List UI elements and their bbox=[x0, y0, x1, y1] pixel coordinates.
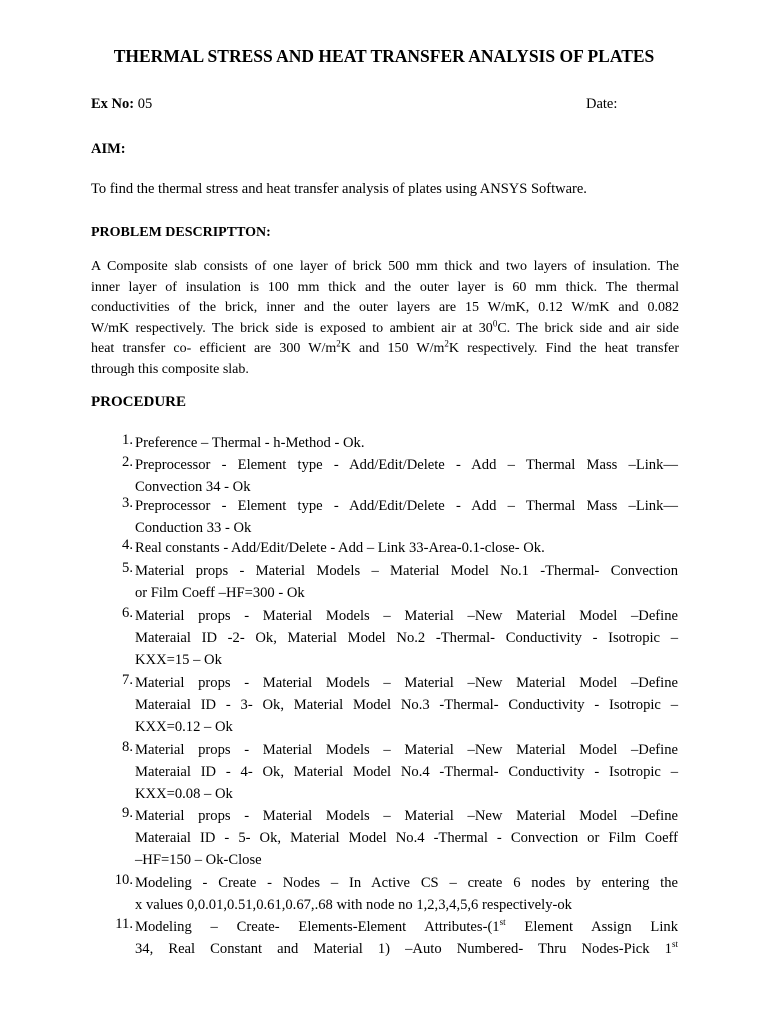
problem-line: conductivities of the brick, inner and the outer layers are 15 W/mK, 0.12 W/mK and 0.082 bbox=[91, 300, 679, 315]
problem-line: inner layer of insulation is 100 mm thick and the outer layer is 60 mm thick. The thermal bbox=[91, 279, 679, 295]
list-item-text: Modeling - Create - Nodes – In Active CS – create 6 nodes by entering the x values 0,0.01,0.51,0.61,0.67,.68 with node no 1,2,3,4,5,6 respectively-ok bbox=[135, 875, 678, 913]
list-item-text: Modeling – Create- Elements-Element Attributes-(1st Element Assign Link 34, Real Constant and Material 1) –Auto Numbered- Thru Nodes-Pick 1st bbox=[135, 917, 678, 957]
list-item-number: 1. bbox=[122, 432, 133, 448]
list-item-number: 5. bbox=[122, 560, 133, 576]
problem-line: heat transfer co- efficient are 300 $W/m^2K$ and 150 $W/m^2K$ respectively. Find the heat transfer bbox=[91, 338, 679, 356]
ex-no-value: 05 bbox=[137, 96, 153, 112]
problem-line: W/mK respectively. The brick side is exposed to ambient air at $30^0C$. The brick side and air side bbox=[91, 317, 680, 336]
list-item-number: 7. bbox=[122, 672, 133, 688]
ex-no-line bbox=[91, 96, 152, 113]
procedure-heading: PROCEDURE bbox=[91, 394, 187, 410]
ex-no-label: Ex No: bbox=[91, 96, 135, 112]
list-item-number: 9. bbox=[122, 805, 133, 821]
list-item-text: Material props - Material Models – Material –New Material Model –Define Materaial ID - 3- Ok, Material Model No.3 -Thermal- Conductivity - Isotropic – KXX=0.12 – Ok bbox=[135, 675, 678, 735]
list-item-text: Real constants - Add/Edit/Delete - Add – Link 33-Area-0.1-close- Ok. bbox=[135, 540, 545, 556]
problem-description bbox=[91, 257, 679, 380]
list-item-number: 10. bbox=[114, 872, 133, 888]
list-item-text: Preprocessor - Element type - Add/Edit/Delete - Add – Thermal Mass –Link— Conduction 33 - Ok bbox=[135, 498, 678, 536]
problem-line: A Composite slab consists of one layer of brick 500 mm thick and two layers of insulation. The bbox=[91, 259, 679, 274]
problem-heading: PROBLEM DESCRIPTTON: bbox=[91, 225, 271, 240]
aim-heading: AIM: bbox=[91, 141, 126, 157]
list-item-text: Preference – Thermal - h-Method - Ok. bbox=[135, 435, 365, 451]
list-item-text: Material props - Material Models – Material Model No.1 -Thermal- Convection or Film Coeff –HF=300 - Ok bbox=[135, 563, 678, 601]
list-item-text: Material props - Material Models – Material –New Material Model –Define Materaial ID - 5- Ok, Material Model No.4 -Thermal - Convection or Film Coeff –HF=150 – Ok-Close bbox=[135, 808, 678, 868]
list-item-number: 8. bbox=[122, 739, 133, 755]
aim-text: To find the thermal stress and heat transfer analysis of plates using ANSYS Software. bbox=[91, 181, 587, 197]
date-label: Date: bbox=[586, 96, 618, 112]
list-item-number: 4. bbox=[122, 537, 133, 553]
list-item-number: 2. bbox=[122, 454, 133, 470]
list-item-text: Material props - Material Models – Material –New Material Model –Define Materaial ID -2- Ok, Material Model No.2 -Thermal- Conductivity - Isotropic – KXX=15 – Ok bbox=[135, 608, 678, 668]
list-item-number: 11. bbox=[115, 916, 133, 932]
list-item-number: 3. bbox=[122, 495, 133, 511]
list-item-text: Preprocessor - Element type - Add/Edit/Delete - Add – Thermal Mass –Link— Convection 34 - Ok bbox=[135, 457, 678, 495]
list-item-number: 6. bbox=[122, 605, 133, 621]
problem-line: through this composite slab. bbox=[91, 361, 249, 377]
list-item-text: Material props - Material Models – Material –New Material Model –Define Materaial ID - 4- Ok, Material Model No.4 -Thermal- Conductivity - Isotropic – KXX=0.08 – Ok bbox=[135, 742, 678, 802]
page-title: THERMAL STRESS AND HEAT TRANSFER ANALYSIS OF PLATES bbox=[113, 46, 655, 66]
